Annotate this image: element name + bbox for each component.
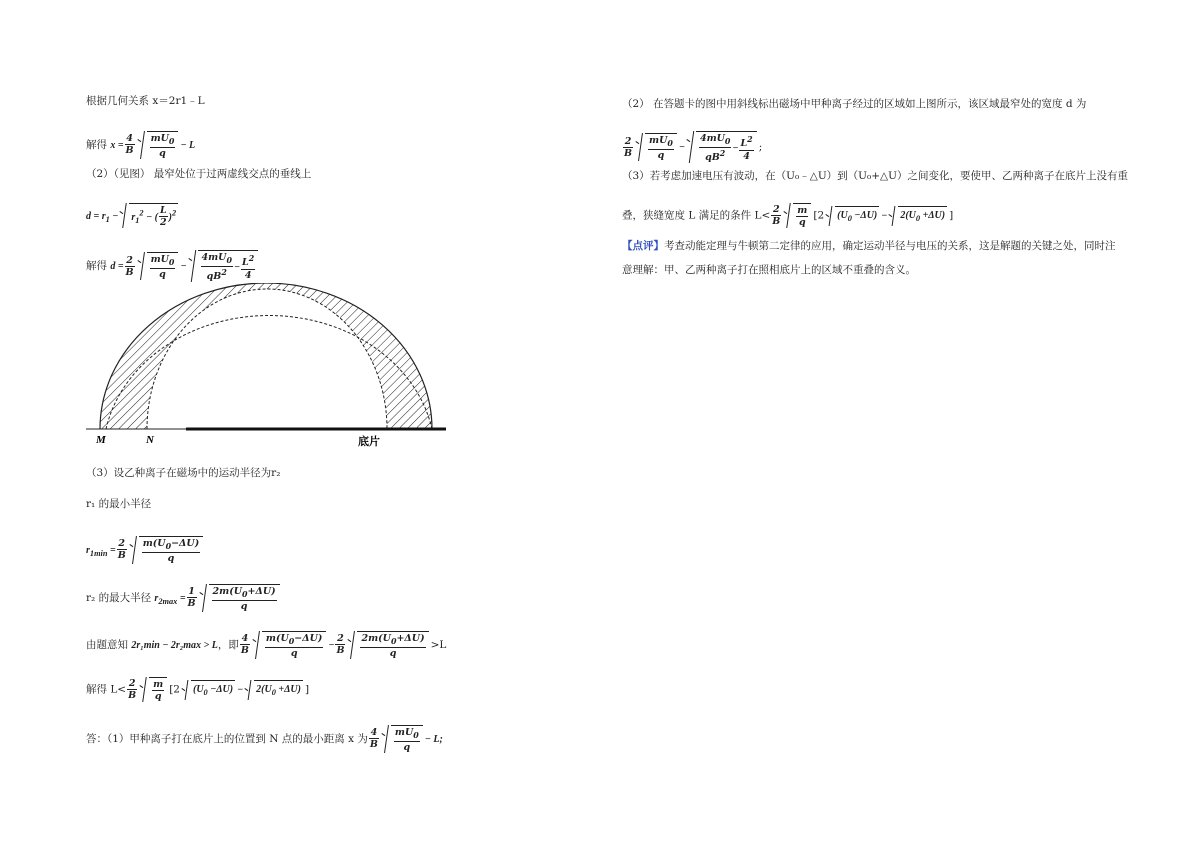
label-n: N [146,434,154,446]
right-part3-line2: 叠，狭缝宽度 L 满足的条件 L< $\frac{2}{B}$ $\frac{m}{q}$ [2 $(U_0 -\Delta U) - 2(U_0 +\Delta U)$ ] [622,204,954,228]
comment-line2 [622,263,916,277]
r1-min-note-line [86,497,151,511]
condition-mid: ，即 [217,638,239,651]
solve-x-formula: x = [110,139,124,151]
solve-x-prefix: 解得 [86,138,107,151]
part2-note-line [86,167,311,181]
comment-text1: 考查动能定理与牛顿第二定律的应用，确定运动半径与电压的关系，这是解题的关键之处，同时注 [664,240,1116,252]
d-formula-line: $d = r_1 - r_1^2$ − ( $\frac{L}{2}$ )$^2$ [86,205,177,228]
right-part3-text1: （3）若考虑加速电压有波动，在（U₀﹣△U）到（U₀+△U）之间变化，要使甲、乙两种离子在底片上没有重 [622,170,1128,182]
r2-max-line: r₂ 的最大半径 $r_{2max}$ = $\frac{1}{B}$ $\frac{2m(U_0+\Delta U)}{q}$ [86,584,282,612]
geom-relation-text: 根据几何关系 x＝2r1﹣L [86,95,205,107]
magnetic-field-region-figure [86,283,446,453]
r2-max-note: r₂ 的最大半径 [86,591,152,604]
condition-line: 由题意知 2r₁min − 2r₂max > L，即 $\frac{4}{B}$ $\frac{m(U_0-\Delta U)}{q}$ − $\frac{2}{B}$ $\frac{2m(U_0+\Delta U)}{q}$ >L [86,633,447,659]
r1-min-formula-line: $r_{1min}$ = $\frac{2}{B}$ $\frac{m(U_0-\Delta U)}{q}$ [86,536,205,564]
condition-formula: 2r₁min − 2r₂max > L [131,639,218,651]
right-part3-text2: 叠，狭缝宽度 L 满足的条件 L< [622,209,771,222]
solve-x-line: 解得 x = $\frac{4}{B}$ $\frac{mU_0}{q}$ − L [86,133,196,159]
part2-note: （2）（见图） 最窄处位于过两虚线交点的垂线上 [86,168,312,180]
answer-prefix: 答：（1）甲种离子打在底片上的位置到 N 点的最小距离 x 为 [86,732,368,745]
sqrt-symbol: $\frac{mU_0}{q}$ [138,131,179,159]
solve-d-prefix: 解得 [86,260,107,273]
right-part2-formula-line: $\frac{2}{B}$ $\frac{mU_0}{q}$ − $\frac{4mU_0}{qB^2}$ − $\frac{L^2}{4}$ ; [624,133,763,164]
result-prefix: 解得 L< [86,683,127,696]
r1-min-note: r₁ 的最小半径 [86,498,152,510]
comment-text2: 意理解：甲、乙两种离子打在照相底片上的区域不重叠的含义。 [622,264,916,276]
geom-relation-line [86,94,205,108]
sqrt-symbol: $r_1^2$ − ( $\frac{L}{2}$ )$^2$ [120,203,178,228]
right-part2-text: （2） 在答题卡的图中用斜线标出磁场中甲种离子经过的区域如上图所示，该区域最窄处的宽度 d 为 [622,98,1087,110]
fraction: $\frac{4}{B}$ [125,133,134,157]
part3-intro: （3）设乙种离子在磁场中的运动半径为r₂ [86,467,281,479]
comment-line1 [622,239,1116,253]
label-film: 底片 [358,435,380,448]
solve-d-line: 解得 d = $\frac{2}{B}$ $\frac{mU_0}{q}$ − $\frac{4mU_0}{qB^2}$ − $\frac{L^2}{4}$ [86,250,260,282]
answer-line: 答：（1）甲种离子打在底片上的位置到 N 点的最小距离 x 为 $\frac{4}{B}$ $\frac{mU_0}{q}$ − L; [86,727,443,753]
label-m: M [96,434,106,446]
part3-intro-line [86,466,280,480]
right-part2-line1 [622,97,1086,111]
condition-prefix: 由题意知 [86,638,128,651]
comment-tag: 【点评】 [622,240,664,252]
right-part3-line1 [622,169,1128,183]
result-line: 解得 L< $\frac{2}{B}$ $\frac{m}{q}$ [2 $(U_0 -\Delta U) - 2(U_0 +\Delta U)$ ] [86,678,310,702]
hatched-region [100,283,432,429]
